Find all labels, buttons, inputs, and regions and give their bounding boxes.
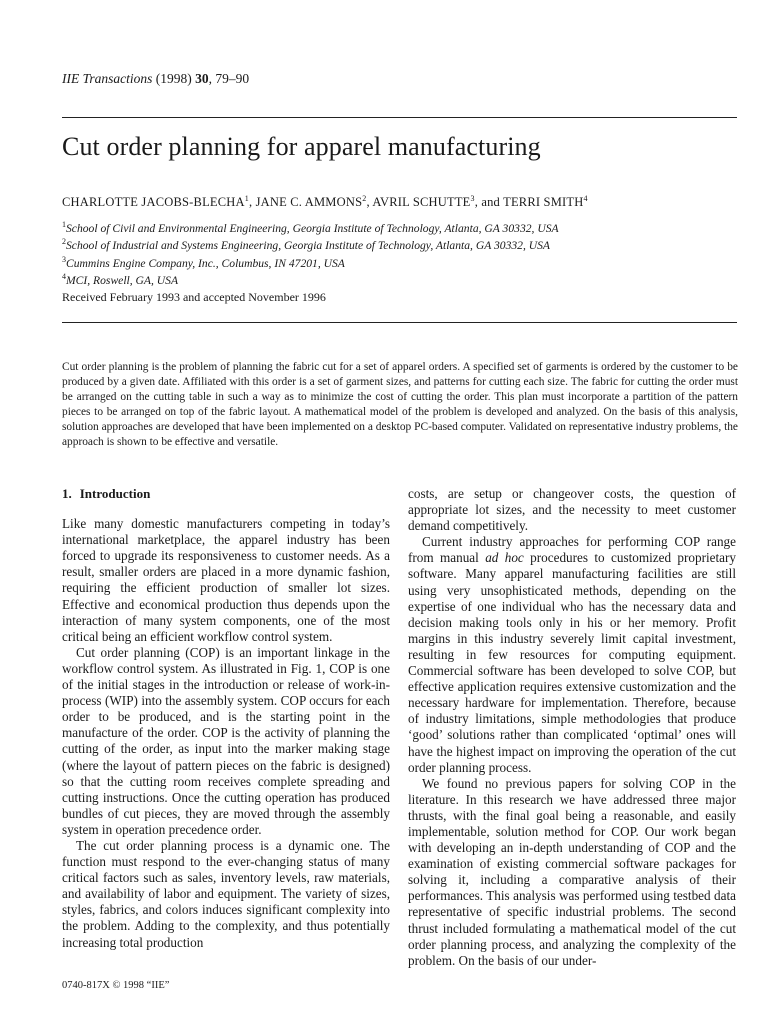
paragraph-text: Current industry approaches for performing COP range from manual: [408, 534, 736, 566]
affiliation-sup: 4: [62, 272, 66, 282]
affiliation: [62, 235, 559, 252]
body-paragraph: costs, are setup or changeover costs, the question of appropriate lot sizes, and the necessity to meet customer demand competitively.: [408, 486, 736, 534]
affiliation-text: MCI, Roswell, GA, USA: [66, 273, 179, 287]
body-paragraph: Like many domestic manufacturers competing in today’s international marketplace, the apparel industry has been forced to upgrade its responsiveness to customer needs. As a result, smaller orders are placed in a more dynamic fashion, requiring the efficient production of smaller lot sizes. Effective and economical production thus depends upon the interaction of many system components, one of the most critical being an efficient workflow control system.: [62, 516, 390, 644]
affiliation-text: School of Industrial and Systems Engineering, Georgia Institute of Technology, Atlanta, GA 30332, USA: [66, 239, 551, 253]
author-name: TERRI SMITH: [503, 195, 584, 210]
affiliation: [62, 253, 559, 270]
journal-year: (1998): [155, 71, 192, 86]
body-paragraph: We found no previous papers for solving COP in the literature. In this research we have addressed three major thrusts, with the final goal being a reasonable, and easily implementable, solution method for COP. Our work began with developing an in-depth understanding of COP and the examination of existing commercial software packages for solving it, including a comparative analysis of their performances. This analysis was performed using testbed data representative of specific industrial problems. The second thrust included formulating a mathematical model of the cut order planning process, and analyzing the complexity of the problem. On the basis of our under-: [408, 775, 736, 968]
affiliation-sup: 3: [62, 254, 66, 264]
left-column: [62, 486, 390, 951]
paper-title: Cut order planning for apparel manufacturing: [62, 132, 541, 161]
paragraph-text: procedures to customized proprietary software. Many apparel manufacturing facilities are still using very unsophisticated methods, depending on the expertise of one individual who has the necessary data and decision making tools only in his or her memory. Profit margins in this industry severely limit capital investment, resulting in few resources for computing equipment. Commercial software has been developed to solve COP, but effective application requires extensive customization and the necessary hardware for implementation. Therefore, because of industry limitations, simple methodologies that produce ‘good’ solutions rather than complicated ‘optimal’ ones will have the highest impact on improving the operation of the cut order planning process.: [408, 550, 737, 775]
section-number: 1.: [62, 486, 72, 501]
body-paragraph: Cut order planning (COP) is an important linkage in the workflow control system. As illustrated in Fig. 1, COP is one of the initial stages in the introduction or release of work-in-process (WIP) into the assembly system. COP occurs for each order to be produced, and is the starting point in the manufacture of the order. COP is the activity of planning the cutting of the order, as input into the marker making stage (where the layout of pattern pieces on the fabric is designed) so that the cutting room receives complete spreading and cutting instructions. Once the cutting operation has produced bundles of cut pieces, they are moved through the assembly system in operation precedence order.: [62, 644, 390, 837]
right-column: [408, 486, 736, 969]
body-paragraph: The cut order planning process is a dynamic one. The function must respond to the ever-changing status of many critical factors such as sales, inventory levels, raw materials, and availability of labor and equipment. The variety of sizes, styles, fabrics, and colors induces significant complexity into the problem. Adding to the complexity, and thus potentially increasing total production: [62, 837, 390, 950]
affiliation-sup: 2: [62, 237, 66, 247]
journal-citation: [62, 71, 249, 87]
affiliation-list: [62, 218, 559, 287]
received-date: Received February 1993 and accepted November 1996: [62, 290, 326, 304]
affiliation-sup: 1: [62, 220, 66, 229]
abstract: Cut order planning is the problem of planning the fabric cut for a set of apparel orders. A specified set of garments is ordered by the customer to be produced by a given date. Affiliated with this order is a set of garment sizes, and patterns for cutting each size. The fabric for cutting the order must be arranged on the cutting table in such a way as to minimize the cost of cutting the order. This plan must incorporate a partition of the pattern pieces to be arranged on top of the fabric layout. A mathematical model of the problem is developed and analyzed. On the basis of this analysis, solution approaches are developed that have been implemented on a desktop PC-based computer. Validated on representative industry problems, the approach is shown to be effective and versatile.: [62, 361, 738, 449]
copyright-footer: 0740-817X © 1998 “IIE”: [62, 980, 170, 991]
abstract-rule: [62, 322, 737, 323]
header-rule: [62, 117, 737, 118]
author-sup: 2: [362, 194, 367, 203]
author-name: CHARLOTTE JACOBS-BLECHA: [62, 195, 245, 210]
author-list: [62, 194, 588, 210]
author-sup: 3: [470, 194, 475, 203]
affiliation: [62, 218, 559, 235]
section-heading: [62, 486, 390, 502]
journal-volume: 30: [195, 71, 209, 86]
author-name: AVRIL SCHUTTE: [372, 195, 471, 210]
author-connector: ,: [366, 195, 373, 210]
author-sup: 4: [583, 194, 588, 203]
affiliation: [62, 270, 559, 287]
journal-name: IIE Transactions: [62, 71, 153, 86]
journal-pages: , 79–90: [208, 71, 250, 86]
author-connector: ,: [248, 195, 256, 210]
author-sup: 1: [244, 194, 249, 203]
affiliation-text: School of Civil and Environmental Engineering, Georgia Institute of Technology, Atlanta, GA 30332, USA: [66, 221, 559, 235]
author-name: JANE C. AMMONS: [255, 195, 363, 210]
body-paragraph: [408, 534, 736, 775]
italic-term: ad hoc: [485, 550, 524, 566]
section-title: Introduction: [79, 486, 151, 501]
affiliation-text: Cummins Engine Company, Inc., Columbus, IN 47201, USA: [66, 256, 345, 270]
author-connector: , and: [474, 195, 504, 210]
